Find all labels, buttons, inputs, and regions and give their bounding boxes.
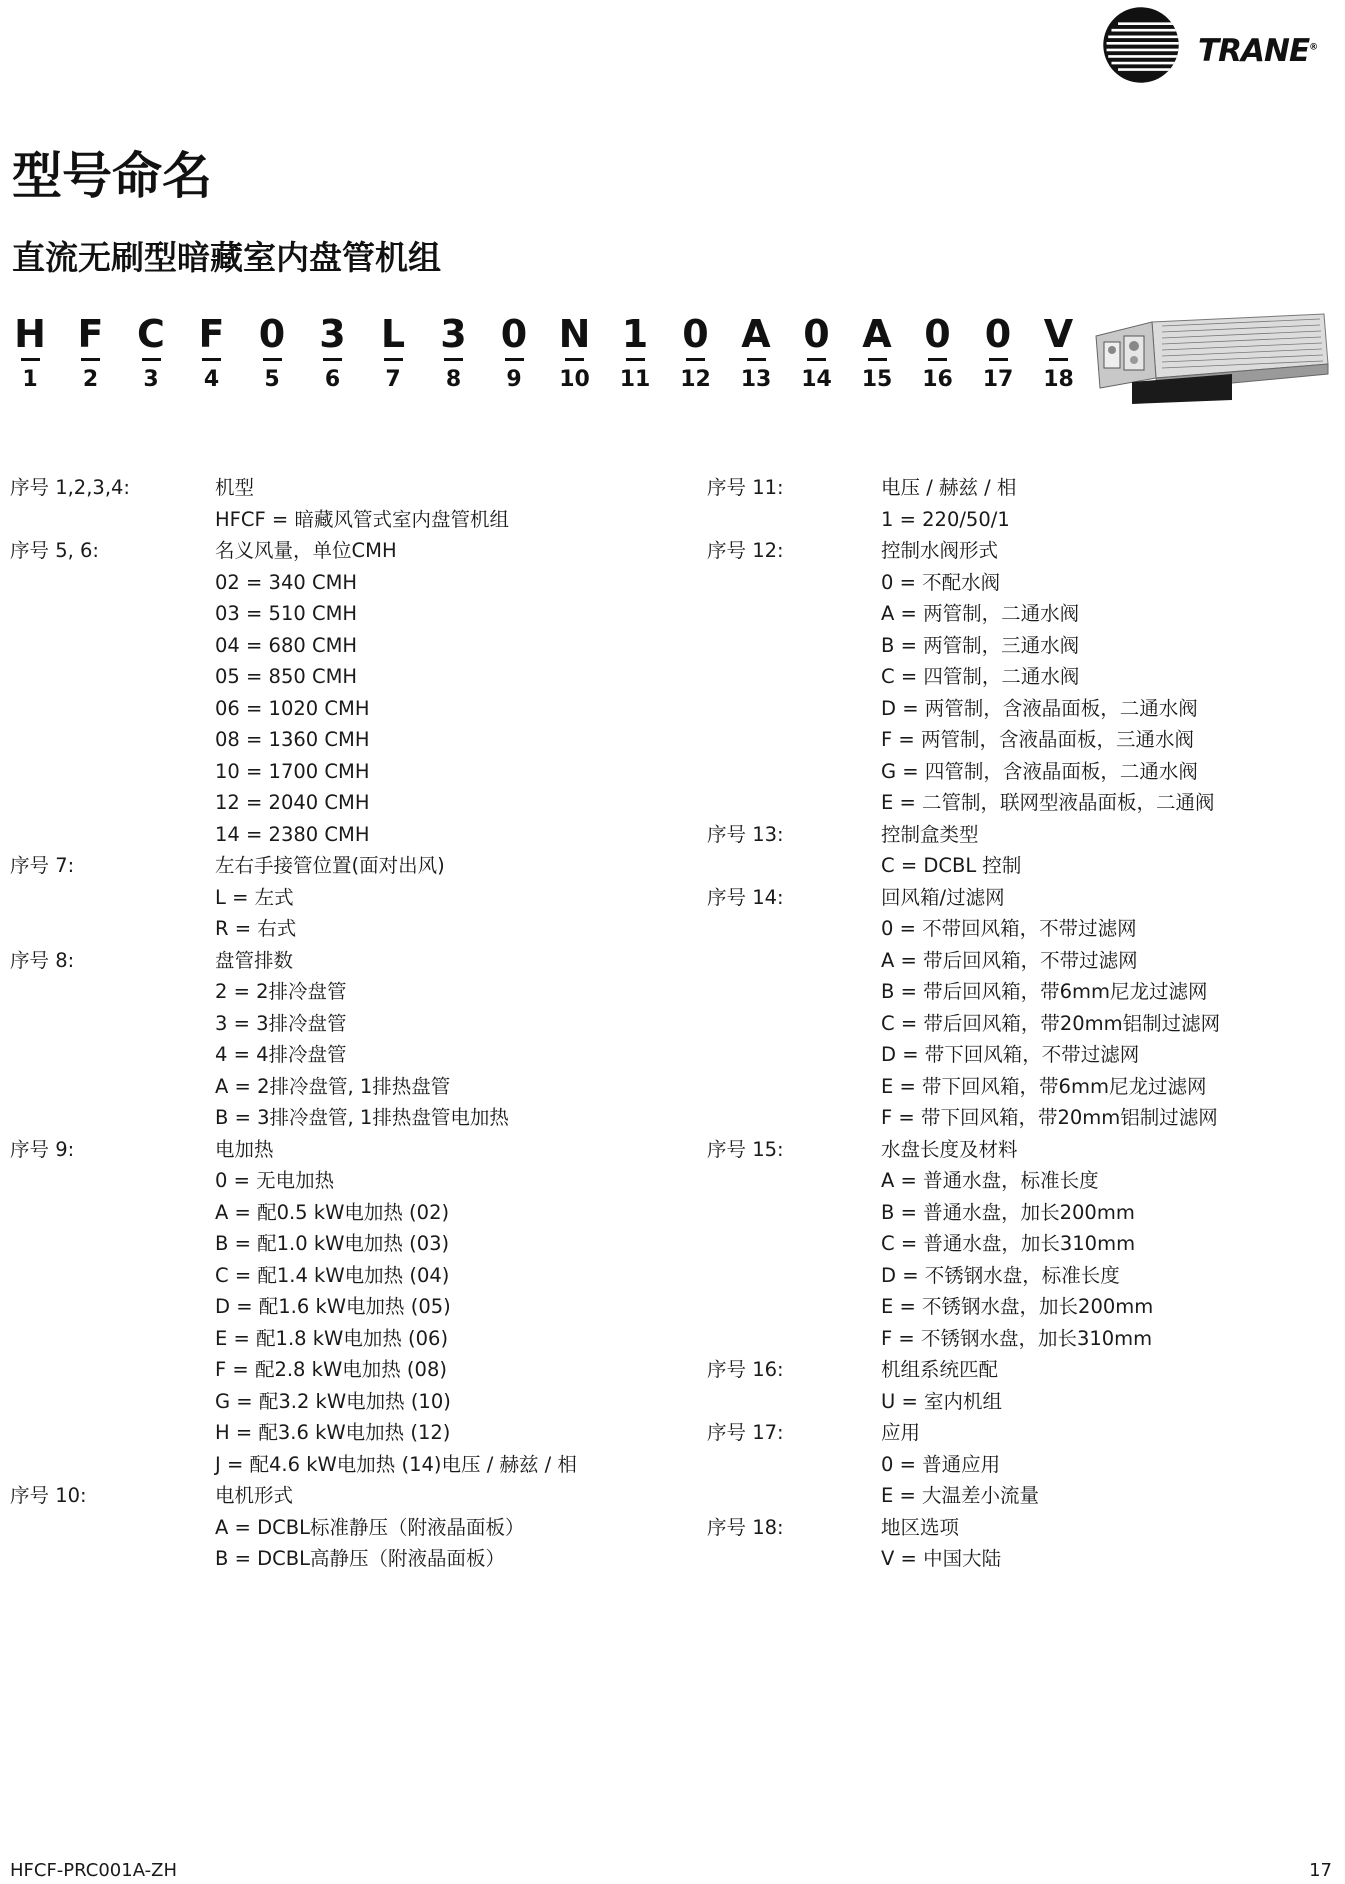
spec-value: 应用 <box>881 1421 921 1444</box>
spec-row <box>707 850 1339 882</box>
spec-label <box>10 1165 215 1197</box>
spec-label <box>10 1354 215 1386</box>
spec-value: A = 2排冷盘管, 1排热盘管 <box>215 1074 451 1098</box>
spec-row <box>707 1543 1339 1575</box>
spec-value: A = 两管制，二通水阀 <box>881 602 1080 625</box>
spec-label <box>10 1260 215 1292</box>
spec-value: 02 = 340 CMH <box>215 570 358 594</box>
spec-label <box>707 1228 881 1260</box>
spec-row <box>707 756 1339 788</box>
spec-row <box>707 1165 1339 1197</box>
model-code-letter: 0 <box>984 312 1012 356</box>
spec-row <box>707 661 1339 693</box>
spec-label <box>707 976 881 1008</box>
model-code-dash <box>202 358 221 361</box>
model-code-cell <box>968 314 1028 392</box>
spec-label <box>707 504 881 536</box>
spec-row <box>10 1102 700 1134</box>
spec-value: 4 = 4排冷盘管 <box>215 1043 347 1066</box>
spec-row <box>10 1134 700 1166</box>
model-code-letter: A <box>741 312 771 356</box>
spec-row <box>10 1039 700 1071</box>
model-code-letter: 3 <box>319 312 346 356</box>
model-code-dash <box>747 358 766 361</box>
model-code-letter: 0 <box>803 312 830 356</box>
model-code-cell <box>424 314 484 392</box>
model-code-letter: F <box>198 312 225 356</box>
spec-row <box>707 1260 1339 1292</box>
spec-value: G = 配3.2 kW电加热 (10) <box>215 1389 451 1413</box>
model-code-dash <box>626 358 645 361</box>
model-code-position: 9 <box>506 367 522 392</box>
spec-label <box>10 724 215 756</box>
model-code-dash <box>868 358 887 361</box>
spec-value: 机型 <box>215 476 255 499</box>
spec-label <box>707 850 881 882</box>
spec-value: A = 普通水盘，标准长度 <box>881 1169 1099 1192</box>
model-code-position: 18 <box>1043 367 1074 392</box>
page-subtitle: 直流无刷型暗藏室内盘管机组 <box>12 238 441 277</box>
spec-label <box>10 1102 215 1134</box>
spec-row <box>10 1197 700 1229</box>
model-code-position: 15 <box>861 367 893 392</box>
spec-value: F = 配2.8 kW电加热 (08) <box>215 1358 447 1381</box>
spec-value: B = 两管制，三通水阀 <box>881 633 1080 657</box>
spec-value: C = 普通水盘，加长310mm <box>881 1232 1136 1255</box>
spec-row <box>10 819 700 851</box>
spec-row <box>10 787 700 819</box>
spec-list-left <box>10 472 700 1575</box>
spec-row <box>10 693 700 725</box>
model-code-cell <box>61 314 121 392</box>
spec-value: D = 配1.6 kW电加热 (05) <box>215 1295 451 1318</box>
model-code-position: 3 <box>143 367 159 392</box>
model-code-dash <box>1049 358 1068 361</box>
spec-label <box>707 693 881 725</box>
spec-row <box>10 1417 700 1449</box>
spec-label <box>10 693 215 725</box>
model-code-position: 11 <box>619 367 651 392</box>
spec-label <box>707 787 881 819</box>
spec-label <box>10 1008 215 1040</box>
spec-row <box>707 535 1339 567</box>
spec-value: A = 配0.5 kW电加热 (02) <box>215 1200 450 1224</box>
spec-row <box>707 1512 1339 1544</box>
model-code-letter: F <box>77 312 104 356</box>
spec-value: D = 两管制，含液晶面板，二通水阀 <box>881 696 1198 720</box>
spec-value: 04 = 680 CMH <box>215 633 358 657</box>
spec-value: 2 = 2排冷盘管 <box>215 980 347 1003</box>
spec-label <box>707 1291 881 1323</box>
model-code-cell <box>303 314 363 392</box>
spec-label <box>707 913 881 945</box>
spec-label: 序号 12: <box>707 539 784 562</box>
spec-row <box>10 756 700 788</box>
spec-value: F = 不锈钢水盘，加长310mm <box>881 1326 1153 1350</box>
spec-label <box>707 1480 881 1512</box>
spec-row <box>10 1480 700 1512</box>
spec-row <box>707 819 1339 851</box>
logo-wordmark: TRANE® <box>1198 33 1318 69</box>
spec-value: 机组系统匹配 <box>881 1358 999 1381</box>
spec-row <box>707 598 1339 630</box>
model-code-letter: H <box>14 312 46 356</box>
spec-label <box>707 945 881 977</box>
spec-label: 序号 15: <box>707 1137 784 1161</box>
spec-value: D = 带下回风箱，不带过滤网 <box>881 1043 1140 1066</box>
spec-row <box>707 567 1339 599</box>
spec-row <box>10 1543 700 1575</box>
model-code-cell <box>666 314 726 392</box>
spec-row <box>10 1291 700 1323</box>
model-code-dash <box>323 358 342 361</box>
spec-value: B = 带后回风箱，带6mm尼龙过滤网 <box>881 980 1208 1003</box>
spec-row <box>10 472 700 504</box>
spec-label: 序号 11: <box>707 476 784 499</box>
spec-value: 14 = 2380 CMH <box>215 822 370 846</box>
spec-value: 03 = 510 CMH <box>215 602 358 625</box>
spec-label <box>707 1008 881 1040</box>
spec-row <box>10 535 700 567</box>
model-code-dash <box>928 358 947 361</box>
spec-label <box>10 1291 215 1323</box>
spec-row <box>707 1039 1339 1071</box>
spec-value: B = DCBL高静压（附液晶面板） <box>215 1547 505 1570</box>
fan-coil-unit-image <box>1092 312 1332 404</box>
spec-value: 0 = 不带回风箱，不带过滤网 <box>881 917 1137 940</box>
spec-value: B = 配1.0 kW电加热 (03) <box>215 1232 450 1255</box>
spec-row <box>707 945 1339 977</box>
model-code-dash <box>21 358 40 361</box>
spec-label <box>707 1386 881 1418</box>
model-code-cell <box>182 314 242 392</box>
spec-label: 序号 9: <box>10 1137 75 1161</box>
model-code-cell <box>363 314 423 392</box>
spec-value: A = DCBL标准静压（附液晶面板） <box>215 1515 525 1539</box>
model-code-position: 4 <box>203 367 220 392</box>
spec-row <box>10 1008 700 1040</box>
spec-label <box>10 1417 215 1449</box>
model-code-dash <box>444 358 463 361</box>
spec-label <box>10 787 215 819</box>
spec-row <box>707 1071 1339 1103</box>
spec-row <box>707 1323 1339 1355</box>
spec-label: 序号 8: <box>10 948 75 972</box>
spec-row <box>707 1228 1339 1260</box>
spec-label <box>10 1039 215 1071</box>
model-code-letter: 1 <box>621 312 649 356</box>
spec-row <box>707 787 1339 819</box>
spec-value: HFCF = 暗藏风管式室内盘管机组 <box>215 507 509 531</box>
model-code-letter: V <box>1043 312 1074 356</box>
spec-label <box>707 1323 881 1355</box>
spec-label <box>707 1449 881 1481</box>
spec-label: 序号 5, 6: <box>10 539 99 562</box>
model-code-cell <box>545 314 605 392</box>
model-code-letter: 3 <box>440 312 467 356</box>
spec-label <box>10 567 215 599</box>
spec-value: E = 二管制，联网型液晶面板，二通阀 <box>881 791 1215 814</box>
spec-row <box>707 882 1339 914</box>
spec-row <box>707 1417 1339 1449</box>
model-code-letter: 0 <box>500 312 528 356</box>
footer-document-id: HFCF-PRC001A-ZH <box>10 1860 177 1881</box>
spec-value: 控制水阀形式 <box>881 539 999 562</box>
spec-value: 0 = 普通应用 <box>881 1452 1001 1476</box>
model-code-cell <box>787 314 847 392</box>
spec-value: E = 不锈钢水盘，加长200mm <box>881 1295 1154 1318</box>
model-code-cell <box>726 314 786 392</box>
spec-row <box>10 598 700 630</box>
model-code-letter: A <box>862 312 892 356</box>
spec-label <box>707 630 881 662</box>
spec-row <box>707 1102 1339 1134</box>
spec-value: C = 四管制，二通水阀 <box>881 665 1080 688</box>
spec-row <box>10 1449 700 1481</box>
spec-value: A = 带后回风箱，不带过滤网 <box>881 948 1138 972</box>
spec-label: 序号 16: <box>707 1358 784 1381</box>
spec-row <box>707 913 1339 945</box>
spec-row <box>10 504 700 536</box>
model-code-dash <box>142 358 161 361</box>
spec-label <box>10 598 215 630</box>
model-code-cell <box>484 314 544 392</box>
model-code-position: 6 <box>324 367 341 392</box>
footer-page-number: 17 <box>1309 1860 1332 1881</box>
spec-label <box>10 661 215 693</box>
spec-row <box>707 976 1339 1008</box>
model-code-letter: 0 <box>258 312 286 356</box>
model-code-row <box>0 314 1100 394</box>
model-code-position: 2 <box>82 367 99 392</box>
spec-value: E = 带下回风箱，带6mm尼龙过滤网 <box>881 1074 1207 1098</box>
spec-value: 电压 / 赫兹 / 相 <box>881 476 1017 499</box>
spec-value: B = 3排冷盘管, 1排热盘管电加热 <box>215 1106 509 1129</box>
spec-value: 1 = 220/50/1 <box>881 507 1010 531</box>
spec-label <box>707 1543 881 1575</box>
model-code-cell <box>1029 314 1089 392</box>
spec-value: C = 带后回风箱，带20mm铝制过滤网 <box>881 1011 1221 1035</box>
model-code-position: 12 <box>680 367 711 392</box>
model-code-position: 8 <box>445 367 462 392</box>
spec-label <box>10 882 215 914</box>
spec-row <box>707 1197 1339 1229</box>
spec-label: 序号 1,2,3,4: <box>10 476 130 499</box>
spec-label: 序号 13: <box>707 822 784 846</box>
spec-value: 左右手接管位置(面对出风) <box>215 854 445 877</box>
model-code-cell <box>605 314 665 392</box>
spec-label <box>10 1071 215 1103</box>
spec-row <box>10 630 700 662</box>
spec-value: 控制盒类型 <box>881 822 979 846</box>
spec-value: G = 四管制，含液晶面板，二通水阀 <box>881 759 1198 783</box>
spec-label: 序号 14: <box>707 885 784 909</box>
model-code-dash <box>807 358 826 361</box>
model-code-dash <box>263 358 282 361</box>
spec-row <box>707 1134 1339 1166</box>
trane-logo <box>1100 22 1340 80</box>
spec-row <box>10 976 700 1008</box>
spec-row <box>10 1260 700 1292</box>
spec-label <box>10 630 215 662</box>
spec-value: 3 = 3排冷盘管 <box>215 1011 347 1035</box>
spec-value: D = 不锈钢水盘，标准长度 <box>881 1263 1120 1287</box>
model-code-letter: L <box>380 312 406 356</box>
spec-label <box>10 1449 215 1481</box>
spec-label: 序号 10: <box>10 1484 87 1507</box>
spec-row <box>707 630 1339 662</box>
spec-label <box>707 1165 881 1197</box>
model-code-cell <box>121 314 181 392</box>
spec-value: 12 = 2040 CMH <box>215 791 370 814</box>
spec-label <box>707 598 881 630</box>
spec-row <box>10 661 700 693</box>
spec-row <box>10 1386 700 1418</box>
model-code-position: 13 <box>740 367 772 392</box>
spec-label <box>10 913 215 945</box>
model-code-letter: 0 <box>924 312 951 356</box>
spec-label <box>10 1228 215 1260</box>
model-code-position: 16 <box>922 367 953 392</box>
spec-row <box>10 1512 700 1544</box>
spec-value: H = 配3.6 kW电加热 (12) <box>215 1421 451 1444</box>
spec-row <box>10 882 700 914</box>
model-code-dash <box>565 358 584 361</box>
spec-value: E = 配1.8 kW电加热 (06) <box>215 1326 449 1350</box>
model-code-dash <box>384 358 403 361</box>
spec-value: 电机形式 <box>215 1484 294 1507</box>
spec-value: 名义风量，单位CMH <box>215 539 397 562</box>
spec-value: 回风箱/过滤网 <box>881 885 1005 909</box>
spec-row <box>10 1165 700 1197</box>
spec-row <box>707 1480 1339 1512</box>
spec-label <box>707 756 881 788</box>
spec-row <box>10 913 700 945</box>
spec-list-right <box>707 472 1339 1575</box>
spec-value: B = 普通水盘，加长200mm <box>881 1200 1135 1224</box>
model-code-position: 5 <box>264 367 280 392</box>
spec-label <box>10 1512 215 1544</box>
model-code-cell <box>847 314 907 392</box>
model-code-dash <box>81 358 100 361</box>
spec-row <box>10 724 700 756</box>
model-code-position: 7 <box>385 367 401 392</box>
spec-label: 序号 17: <box>707 1421 784 1444</box>
spec-value: 05 = 850 CMH <box>215 665 358 688</box>
spec-value: 06 = 1020 CMH <box>215 696 370 720</box>
spec-label <box>707 1260 881 1292</box>
model-code-dash <box>686 358 705 361</box>
model-code-position: 17 <box>982 367 1014 392</box>
spec-label <box>707 1102 881 1134</box>
spec-value: 水盘长度及材料 <box>881 1137 1018 1161</box>
spec-value: F = 带下回风箱，带20mm铝制过滤网 <box>881 1106 1218 1129</box>
spec-label <box>10 976 215 1008</box>
spec-label <box>707 567 881 599</box>
spec-label <box>10 1197 215 1229</box>
spec-value: L = 左式 <box>215 885 294 909</box>
spec-row <box>707 1386 1339 1418</box>
spec-row <box>10 1354 700 1386</box>
spec-label <box>10 1543 215 1575</box>
spec-value: 10 = 1700 CMH <box>215 759 370 783</box>
spec-row <box>707 693 1339 725</box>
model-code-position: 1 <box>22 367 38 392</box>
spec-row <box>707 724 1339 756</box>
spec-value: J = 配4.6 kW电加热 (14)电压 / 赫兹 / 相 <box>215 1452 577 1476</box>
spec-row <box>707 1008 1339 1040</box>
spec-label <box>707 661 881 693</box>
spec-value: 盘管排数 <box>215 948 294 972</box>
spec-value: 08 = 1360 CMH <box>215 728 370 751</box>
spec-label: 序号 18: <box>707 1515 784 1539</box>
spec-value: E = 大温差小流量 <box>881 1484 1040 1507</box>
page-title: 型号命名 <box>12 147 212 205</box>
spec-row <box>707 504 1339 536</box>
spec-label <box>10 1323 215 1355</box>
spec-row <box>707 1291 1339 1323</box>
model-code-position: 10 <box>559 367 590 392</box>
spec-value: V = 中国大陆 <box>881 1547 1002 1570</box>
spec-value: F = 两管制，含液晶面板，三通水阀 <box>881 728 1194 751</box>
spec-label <box>10 756 215 788</box>
spec-row <box>707 472 1339 504</box>
model-code-letter: N <box>558 312 591 356</box>
spec-label <box>707 1071 881 1103</box>
spec-row <box>707 1449 1339 1481</box>
spec-label <box>707 724 881 756</box>
spec-row <box>10 1071 700 1103</box>
spec-label <box>707 1197 881 1229</box>
spec-label <box>10 1386 215 1418</box>
model-code-dash <box>989 358 1008 361</box>
spec-label <box>10 819 215 851</box>
spec-value: U = 室内机组 <box>881 1389 1003 1413</box>
spec-row <box>707 1354 1339 1386</box>
spec-row <box>10 850 700 882</box>
model-code-dash <box>505 358 524 361</box>
spec-value: R = 右式 <box>215 917 297 940</box>
model-code-cell <box>0 314 60 392</box>
trane-globe-logo-icon <box>1100 4 1182 86</box>
model-code-cell <box>242 314 302 392</box>
model-code-letter: 0 <box>682 312 709 356</box>
spec-row <box>10 945 700 977</box>
spec-row <box>10 567 700 599</box>
spec-value: 0 = 不配水阀 <box>881 570 1001 594</box>
spec-value: 电加热 <box>215 1137 274 1161</box>
spec-value: 地区选项 <box>881 1515 960 1539</box>
model-code-letter: C <box>137 312 165 356</box>
spec-row <box>10 1228 700 1260</box>
spec-row <box>10 1323 700 1355</box>
spec-value: 0 = 无电加热 <box>215 1169 335 1192</box>
spec-value: C = DCBL 控制 <box>881 854 1022 877</box>
model-code-cell <box>908 314 968 392</box>
model-code-position: 14 <box>801 367 832 392</box>
spec-label: 序号 7: <box>10 854 75 877</box>
spec-label <box>10 504 215 536</box>
spec-label <box>707 1039 881 1071</box>
spec-value: C = 配1.4 kW电加热 (04) <box>215 1263 450 1287</box>
